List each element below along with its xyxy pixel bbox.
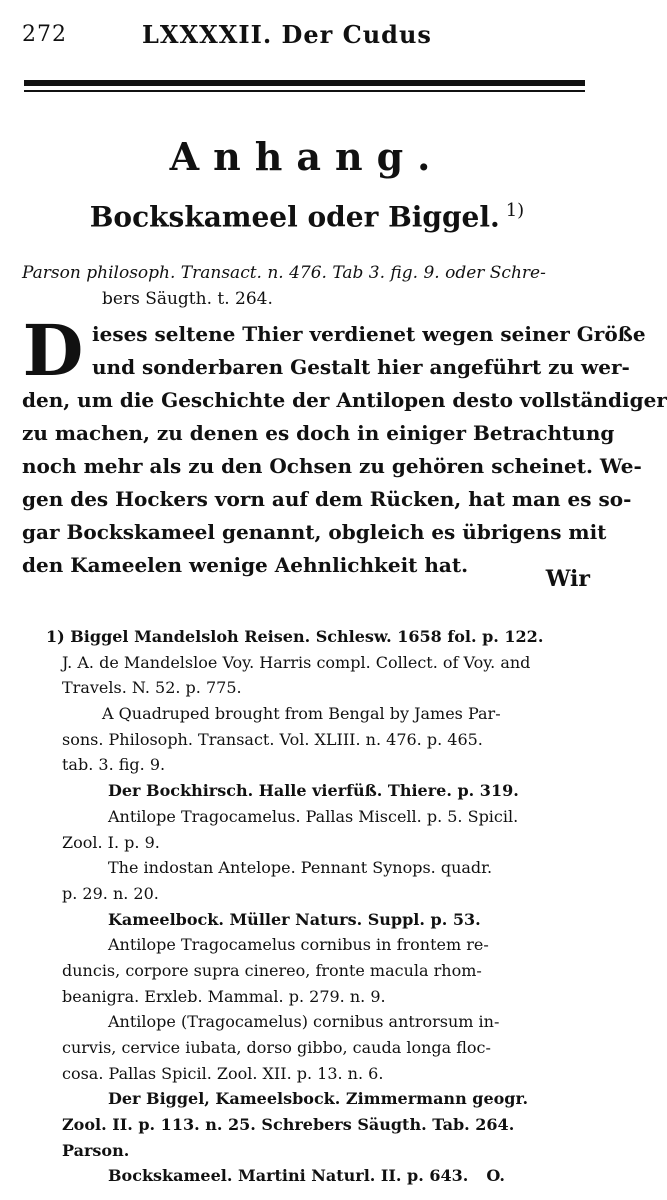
footnote-line: curvis, cervice iubata, dorso gibbo, cauda longa floc- [62, 1038, 491, 1057]
page-number: 272 [22, 22, 67, 47]
catchword: Wir [545, 566, 590, 592]
footnote-line: Antilope (Tragocamelus) cornibus antrorsum in- [108, 1012, 500, 1032]
footnote-ref: 1) [505, 200, 525, 221]
footnote-line: Zool. II. p. 113. n. 25. Schrebers Säugth. Tab. 264. [62, 1115, 515, 1135]
footnotes [22, 624, 592, 1189]
section-title: Anhang. [169, 134, 445, 179]
footnote-line: Kameelbock. Müller Naturs. Suppl. p. 53. [108, 909, 481, 929]
footnote-line [22, 1163, 592, 1189]
footnote-line: J. A. de Mandelsloe Voy. Harris compl. Collect. of Voy. and [62, 652, 531, 672]
footnote-line: p. 29. n. 20. [62, 883, 159, 903]
body-text [22, 309, 667, 582]
footnote-line: Parson. [62, 1140, 130, 1160]
source-line-1: Parson philosoph. Transact. n. 476. Tab 3. fig. 9. oder Schre- [22, 263, 546, 283]
body-line: den, um die Geschichte der Antilopen desto vollständiger [22, 388, 667, 412]
section-subtitle [0, 200, 614, 233]
footnote-line: 1) Biggel Mandelsloh Reisen. Schlesw. 1658 fol. p. 122. [46, 627, 544, 646]
body-line: und sonderbaren Gestalt hier angeführt zu wer- [92, 355, 630, 379]
footnote-line: beanigra. Erxleb. Mammal. p. 279. n. 9. [62, 986, 386, 1006]
header-rule-thick [24, 80, 585, 86]
running-head: LXXXXII. Der Cudus [142, 20, 432, 49]
footnote-line: The indostan Antelope. Pennant Synops. quadr. [108, 858, 493, 878]
body-line: ieses seltene Thier verdienet wegen seiner Größe [92, 322, 646, 346]
body-line: gen des Hockers vorn auf dem Rücken, hat man es so- [22, 487, 632, 511]
drop-cap: D [22, 309, 84, 392]
footnote-line: Der Biggel, Kameelsbock. Zimmermann geogr. [108, 1089, 529, 1109]
body-line: den Kameelen wenige Aehnlichkeit hat. [22, 553, 469, 577]
footnote-line: duncis, corpore supra cinereo, fronte macula rhom- [62, 960, 482, 980]
footnote-line: sons. Philosoph. Transact. Vol. XLIII. n. 476. p. 465. [62, 729, 483, 749]
footnote-line: tab. 3. fig. 9. [62, 755, 166, 775]
footnote-text: Bockskameel. Martini Naturl. II. p. 643. [108, 1166, 469, 1186]
body-line: gar Bockskameel genannt, obgleich es übrigens mit [22, 520, 607, 544]
footnote-line: Antilope Tragocamelus cornibus in frontem re- [108, 935, 489, 955]
page-header [22, 18, 592, 52]
footnote-line: Der Bockhirsch. Halle vierfüß. Thiere. p. 319. [108, 781, 519, 801]
source-line-2: bers Säugth. t. 264. [102, 289, 273, 309]
footnote-line: cosa. Pallas Spicil. Zool. XII. p. 13. n. 6. [62, 1063, 384, 1083]
footnote-line: Zool. I. p. 9. [62, 832, 160, 852]
header-rule-thin [24, 90, 585, 92]
footnote-line: A Quadruped brought from Bengal by James Par- [102, 704, 501, 724]
footnote-line: Antilope Tragocamelus. Pallas Miscell. p. 5. Spicil. [108, 806, 519, 826]
footnote-line: Travels. N. 52. p. 775. [62, 678, 242, 698]
subtitle-text: Bockskameel oder Biggel. [89, 200, 500, 234]
body-line: noch mehr als zu den Ochsen zu gehören scheinet. We- [22, 454, 642, 478]
body-line: zu machen, zu denen es doch in einiger Betrachtung [22, 421, 615, 445]
closing-mark: O. [486, 1166, 505, 1186]
source-citation [22, 260, 592, 312]
